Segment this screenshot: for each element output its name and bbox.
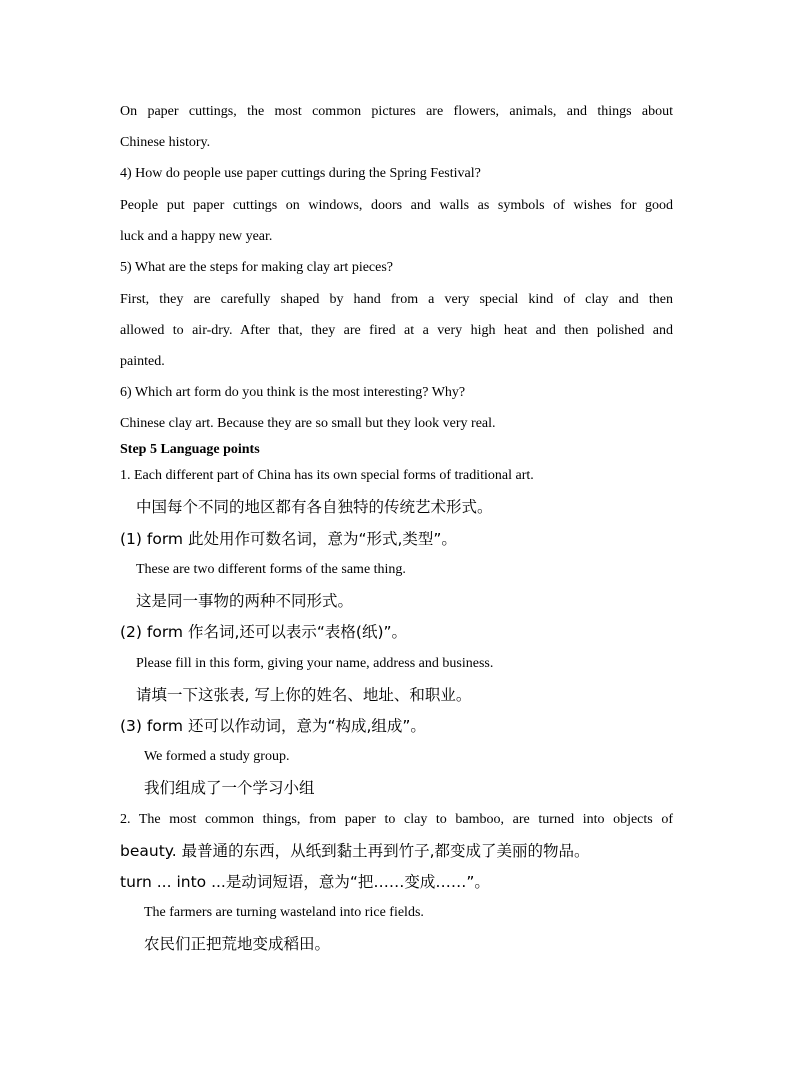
answer-3-line-2: Chinese history. xyxy=(120,135,211,150)
answer-6: Chinese clay art. Because they are so small but they look very real. xyxy=(120,416,496,431)
question-6: 6) Which art form do you think is the most interesting? Why? xyxy=(120,385,466,400)
point-1-sub-3-example: We formed a study group. xyxy=(144,749,290,764)
answer-5-line-1: First, they are carefully shaped by hand from a very special kind of clay and then xyxy=(120,292,673,307)
point-1-sub-2-translation: 请填一下这张表, 写上你的姓名、地址、和职业。 xyxy=(136,686,472,704)
point-1-sub-3-translation: 我们组成了一个学习小组 xyxy=(144,779,315,797)
point-1-sub-1-translation: 这是同一事物的两种不同形式。 xyxy=(136,592,354,610)
answer-4-line-2: luck and a happy new year. xyxy=(120,229,273,244)
point-1-sub-2: (2) form 作名词,还可以表示“表格(纸)”。 xyxy=(120,623,408,641)
answer-3-line-1: On paper cuttings, the most common pictures are flowers, animals, and things about xyxy=(120,104,673,119)
point-1-sub-2-example: Please fill in this form, giving your name, address and business. xyxy=(136,656,494,671)
point-1-sub-1-example: These are two different forms of the same thing. xyxy=(136,562,406,577)
point-1-sub-3: (3) form 还可以作动词，意为“构成,组成”。 xyxy=(120,717,426,735)
point-2-sentence-line-2: beauty. 最普通的东西，从纸到黏土再到竹子,都变成了美丽的物品。 xyxy=(120,842,590,860)
point-2-sentence-line-1: 2. The most common things, from paper to clay to bamboo, are turned into objects of xyxy=(120,812,673,827)
point-2-phrase: turn ... into ...是动词短语，意为“把……变成……”。 xyxy=(120,873,490,891)
point-1-sub-1: (1) form 此处用作可数名词，意为“形式,类型”。 xyxy=(120,530,457,548)
point-1-sentence: 1. Each different part of China has its own special forms of traditional art. xyxy=(120,468,534,483)
question-5: 5) What are the steps for making clay art pieces? xyxy=(120,260,394,275)
point-2-translation: 农民们正把荒地变成稻田。 xyxy=(144,935,331,953)
section-heading: Step 5 Language points xyxy=(120,442,260,457)
question-4: 4) How do people use paper cuttings during the Spring Festival? xyxy=(120,166,481,181)
point-1-translation: 中国每个不同的地区都有各自独特的传统艺术形式。 xyxy=(136,498,493,516)
answer-5-line-2: allowed to air-dry. After that, they are fired at a very high heat and then polished and xyxy=(120,323,673,338)
answer-4-line-1: People put paper cuttings on windows, doors and walls as symbols of wishes for good xyxy=(120,198,673,213)
point-2-example: The farmers are turning wasteland into rice fields. xyxy=(144,905,424,920)
answer-5-line-3: painted. xyxy=(120,354,165,369)
